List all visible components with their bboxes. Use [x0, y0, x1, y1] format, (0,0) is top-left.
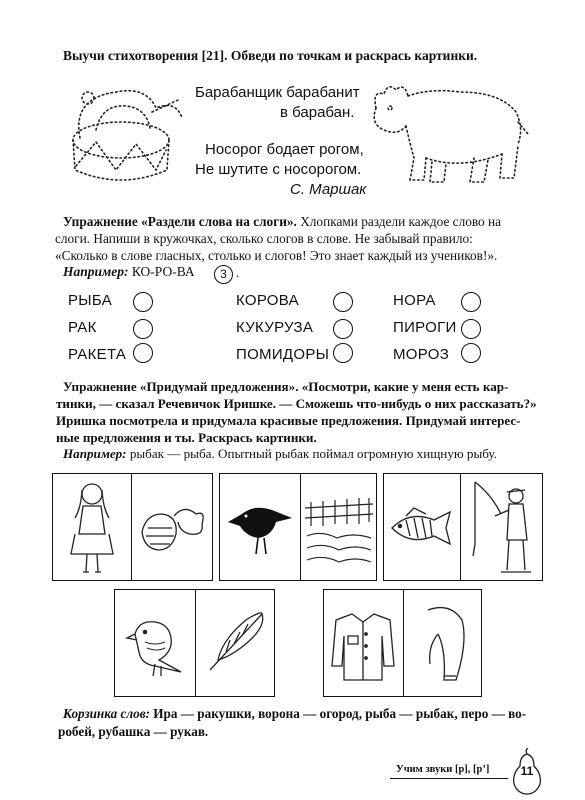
poem-line: в барабан.: [280, 104, 355, 121]
exercise2-title: Упражнение «Придумай предложения».: [63, 379, 299, 394]
footer-title: Учим звуки [р], [р’]: [396, 764, 490, 775]
exercise2-line: тинки, — сказал Речевичок Иришке. — Сможешь что-нибудь о них рассказать?»: [56, 396, 537, 411]
syllable-circle[interactable]: [461, 319, 481, 339]
task-heading: Выучи стихотворения [21]. Обведи по точкам и раскрась картинки.: [63, 48, 478, 63]
shells-picture: [131, 474, 212, 580]
sleeve-picture: [403, 590, 481, 696]
fisherman-picture: [460, 474, 542, 580]
poem-line: Барабанщик барабанит: [195, 84, 360, 101]
word-item: НОРА: [393, 292, 436, 309]
exercise1-title: Упражнение «Раздели слова на слоги».: [63, 214, 297, 229]
example-word: КО-РО-ВА: [131, 264, 195, 279]
basket-label: Корзинка слов:: [63, 706, 150, 721]
garden-picture: [300, 474, 376, 580]
picture-panel-fish-fisherman: [383, 473, 543, 581]
word-item: РАК: [68, 319, 97, 336]
exercise2-line: ные предложения и ты. Раскрась картинки.: [56, 430, 317, 445]
drum-illustration: [66, 78, 184, 193]
word-item: МОРОЗ: [393, 346, 450, 363]
picture-panel-crow-garden: [219, 473, 377, 581]
word-item: РАКЕТА: [68, 346, 127, 363]
word-item: КОРОВА: [236, 292, 299, 309]
exercise1-line: «Сколько в слове гласных, столько и слогов! Это знает каждый из учеников!».: [55, 248, 498, 263]
page-number: 11: [520, 764, 534, 778]
poem-line: Носорог бодает рогом,: [205, 141, 364, 158]
exercise2-text-part: «Посмотри, какие у меня есть кар-: [298, 379, 509, 394]
word-item: ПОМИДОРЫ: [236, 346, 330, 363]
syllable-circle[interactable]: [333, 319, 353, 339]
exercise1-text-part: Хлопками раздели каждое слово на: [296, 214, 502, 229]
rhino-illustration: [370, 78, 530, 190]
poem-author: С. Маршак: [290, 181, 367, 198]
syllable-circle[interactable]: [461, 292, 481, 312]
shirt-picture: [324, 590, 403, 696]
sparrow-picture: [115, 590, 195, 696]
exercise2-line: Иришка посмотрела и придумала красивые предложения. Придумай интерес-: [56, 413, 521, 428]
word-item: ПИРОГИ: [393, 319, 457, 336]
syllable-circle[interactable]: [133, 319, 153, 339]
example-dot: .: [236, 265, 240, 280]
poem: [195, 83, 366, 200]
exercise1-example: [63, 264, 195, 280]
example-label: Например:: [63, 264, 129, 279]
word-item: КУКУРУЗА: [236, 319, 314, 336]
syllable-circle[interactable]: [333, 343, 353, 363]
basket-line: робей, рубашка — рукав.: [58, 724, 209, 739]
footer-rule: [390, 778, 508, 779]
word-basket: [58, 705, 573, 741]
exercise1-text: [55, 213, 563, 264]
exercise2-example: [63, 446, 497, 462]
exercise2-text: [56, 378, 566, 446]
picture-panel-sparrow-feather: [114, 589, 275, 697]
example-count-circle: 3: [214, 265, 233, 284]
syllable-circle[interactable]: [333, 292, 353, 312]
fish-picture: [384, 474, 460, 580]
poem-line: Не шутите с носорогом.: [195, 161, 362, 178]
syllable-circle[interactable]: [461, 343, 481, 363]
basket-line: Ира — ракушки, ворона — огород, рыба — рыбак, перо — во-: [150, 706, 527, 721]
picture-panel-ira-shells: [52, 473, 213, 581]
girl-picture: [53, 474, 131, 580]
crow-picture: [220, 474, 300, 580]
syllable-circle[interactable]: [133, 292, 153, 312]
word-item: РЫБА: [68, 292, 113, 309]
exercise1-line: слоги. Напиши в кружочках, сколько слогов в слове. Не забывай правило:: [55, 231, 473, 246]
syllable-circle[interactable]: [133, 343, 153, 363]
picture-panel-shirt-sleeve: [323, 589, 482, 697]
example-text: рыбак — рыба. Опытный рыбак поймал огромную хищную рыбу.: [126, 446, 497, 461]
example-label: Например:: [63, 446, 127, 461]
feather-picture: [195, 590, 274, 696]
